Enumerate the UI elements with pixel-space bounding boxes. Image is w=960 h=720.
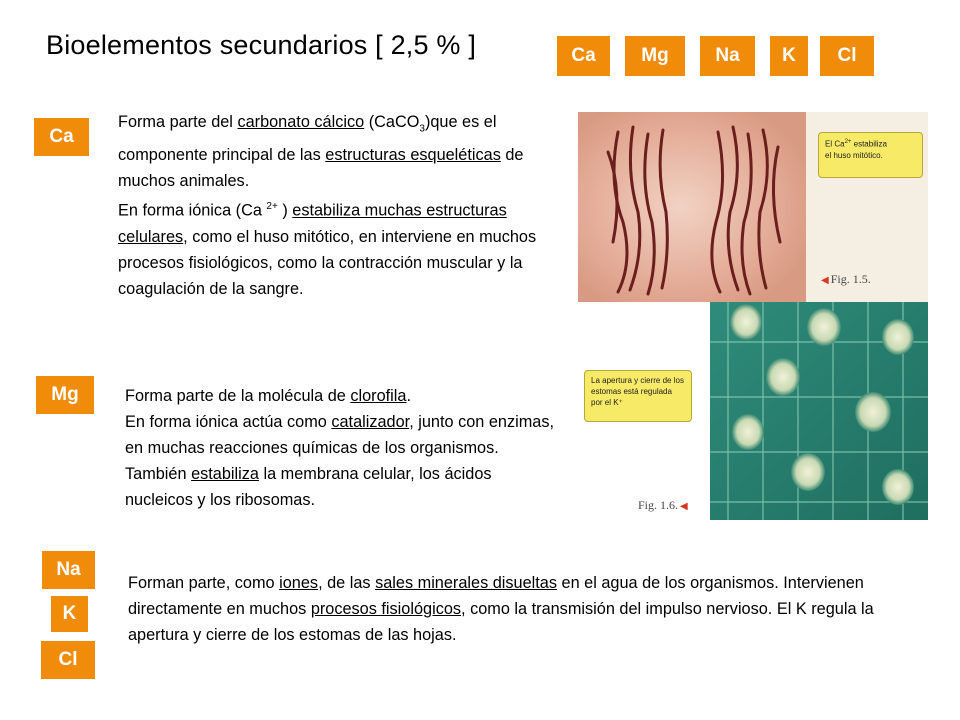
tag-ca: Ca [34,118,89,156]
tag-cl: Cl [41,641,95,679]
callout-k-stomata: La apertura y cierre de los estomas está regulada por el K⁺ [584,370,692,422]
figure-mitotic-spindle [578,112,928,302]
tag-na-top: Na [700,36,755,76]
figure-stomata [578,302,928,520]
tag-k: K [51,596,88,632]
tag-na: Na [42,551,95,589]
page-title: Bioelementos secundarios [ 2,5 % ] [46,30,477,60]
tag-cl-top: Cl [820,36,874,76]
ca-description: Forma parte del carbonato cálcico (CaCO$_3$)que es el componente principal de las estructuras esqueléticas de muchos animales. En forma iónica (Ca $^{2+}$ ) estabiliza muchas estructuras celulares, como el huso mitótico, en interviene en muchos procesos fisiológicos, como la contracción muscular y la coagulación de la sangre. [118,113,537,298]
fig-label-1-5: ◀ Fig. 1.5. [821,272,871,286]
callout-ca-spindle: El $Ca^{2+}$ estabiliza el huso mitótico. [818,132,923,178]
fig-label-1-6: Fig. 1.6. ◀ [638,498,688,512]
tag-k-top: K [770,36,808,76]
mg-description: Forma parte de la molécula de clorofila. En forma iónica actúa como catalizador, junto con enzimas, en muchas reacciones químicas de los organismos. También estabiliza la membrana celular, los ácidos nucleicos y los ribosomas. [125,387,554,509]
tag-ca-top: Ca [557,36,610,76]
na-k-cl-description: Forman parte, como iones, de las sales minerales disueltas en el agua de los organismos. Intervienen directamente en muchos procesos fisiológicos, como la transmisión del impulso nervioso. El K regula la apertura y cierre de los estomas de las hojas. [128,574,874,644]
tag-mg: Mg [36,376,94,414]
tag-mg-top: Mg [625,36,685,76]
